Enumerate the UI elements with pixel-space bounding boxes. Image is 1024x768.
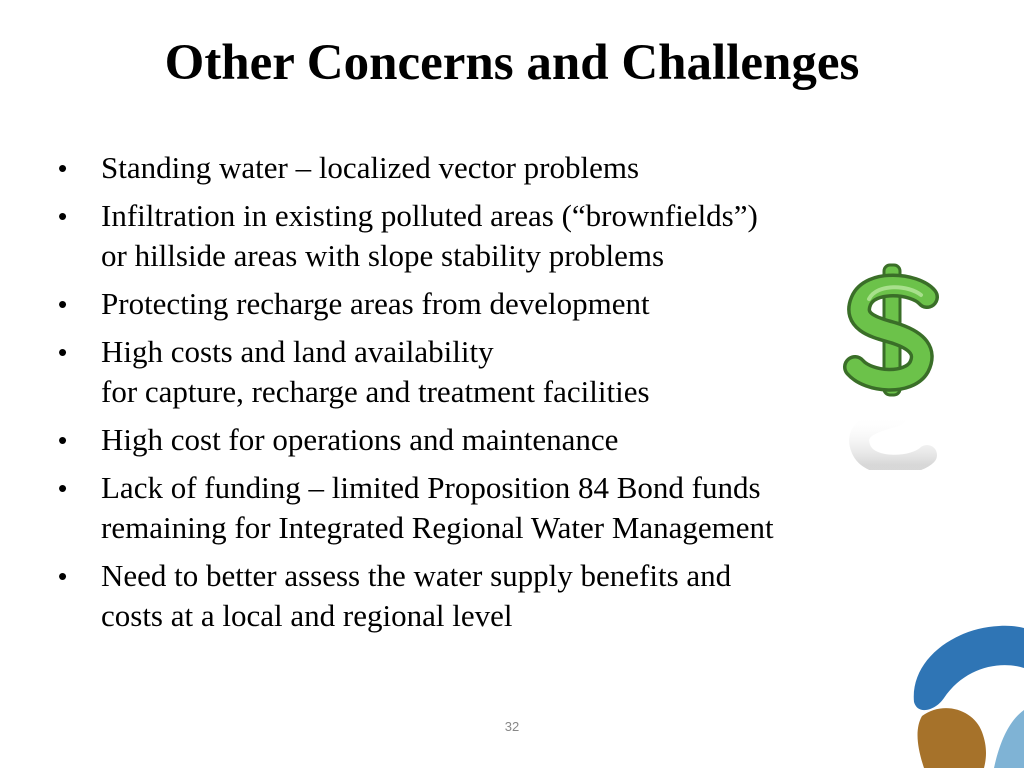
bullet-text: High costs and land availability <box>101 334 494 369</box>
bullet-item <box>58 468 978 548</box>
bullet-text: Need to better assess the water supply benefits and <box>101 558 732 593</box>
dollar-sign-main <box>855 265 927 395</box>
bullet-marker: • <box>58 473 68 503</box>
page-number: 32 <box>504 719 520 734</box>
bullet-text: High cost for operations and maintenance <box>101 422 619 457</box>
bullet-marker: • <box>58 425 68 455</box>
bullet-text: remaining for Integrated Regional Water Management <box>101 510 774 545</box>
bullet-marker: • <box>58 201 68 231</box>
logo-blue-swoosh <box>914 626 1024 710</box>
bullet-text: Infiltration in existing polluted areas (“brownfields”) <box>101 198 758 233</box>
bullet-item <box>58 148 978 188</box>
slide-title: Other Concerns and Challenges <box>164 35 860 91</box>
logo-lightblue-swoosh <box>994 710 1024 768</box>
water-management-logo <box>904 620 1024 768</box>
dollar-sign-icon <box>835 255 947 470</box>
logo-brown-swoosh <box>918 708 986 768</box>
bullet-item <box>58 556 978 636</box>
bullet-text: Protecting recharge areas from development <box>101 286 650 321</box>
bullet-marker: • <box>58 153 68 183</box>
bullet-text: Standing water – localized vector problems <box>101 150 640 185</box>
bullet-marker: • <box>58 337 68 367</box>
bullet-text: for capture, recharge and treatment facilities <box>101 374 650 409</box>
bullet-text: costs at a local and regional level <box>101 598 513 633</box>
bullet-marker: • <box>58 561 68 591</box>
bullet-text: or hillside areas with slope stability problems <box>101 238 665 273</box>
bullet-marker: • <box>58 289 68 319</box>
bullet-text: Lack of funding – limited Proposition 84 Bond funds <box>101 470 761 505</box>
